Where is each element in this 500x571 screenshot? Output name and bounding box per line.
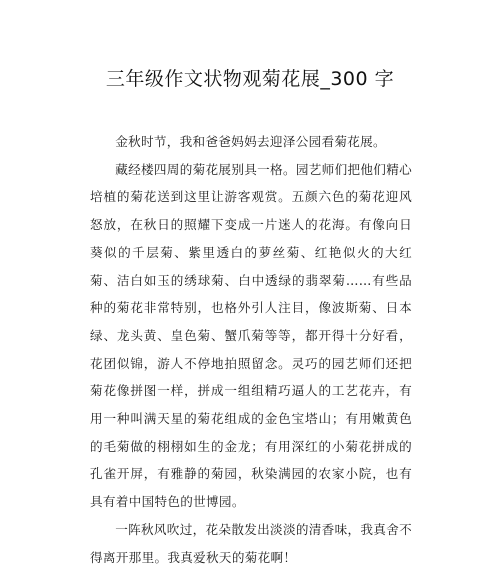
paragraph-1: 金秋时节，我和爸爸妈妈去迎泽公园看菊花展。	[115, 134, 386, 149]
paragraph-2: 藏经楼四周的菊花展别具一格。园艺师们把他们精心培植的菊花送到这里让游客观赏。五颜六色的菊花迎风怒放，在秋日的照耀下变成一片迷人的花海。有像向日葵似的千层菊、紫里透白的萝丝菊、红艳似火的大红菊、洁白如玉的绣球菊、白中透绿的翡翠菊……有些品种的菊花非常特别，也格外引人注目，像波斯菊、日本绿、龙头黄、皇色菊、蟹爪菊等等，都开得十分好看，花团似锦，游人不停地拍照留念。灵巧的园艺师们还把菊花像拼图一样，拼成一组组精巧逼人的工艺花卉，有用一种叫满天星的菊花组成的金色宝塔山；有用嫩黄色的毛菊做的栩栩如生的金龙；有用深红的小菊花拼成的孔雀开屏，有雅静的菊园，秋染满园的农家小院，也有具有着中国特色的世博园。	[90, 161, 412, 510]
document-title: 三年级作文状物观菊花展_300 字	[105, 68, 395, 90]
paragraph-3: 一阵秋风吹过，花朵散发出淡淡的清香味，我真舍不得离开那里。我真爱秋天的菊花啊！	[90, 521, 412, 565]
document-body	[90, 128, 412, 571]
